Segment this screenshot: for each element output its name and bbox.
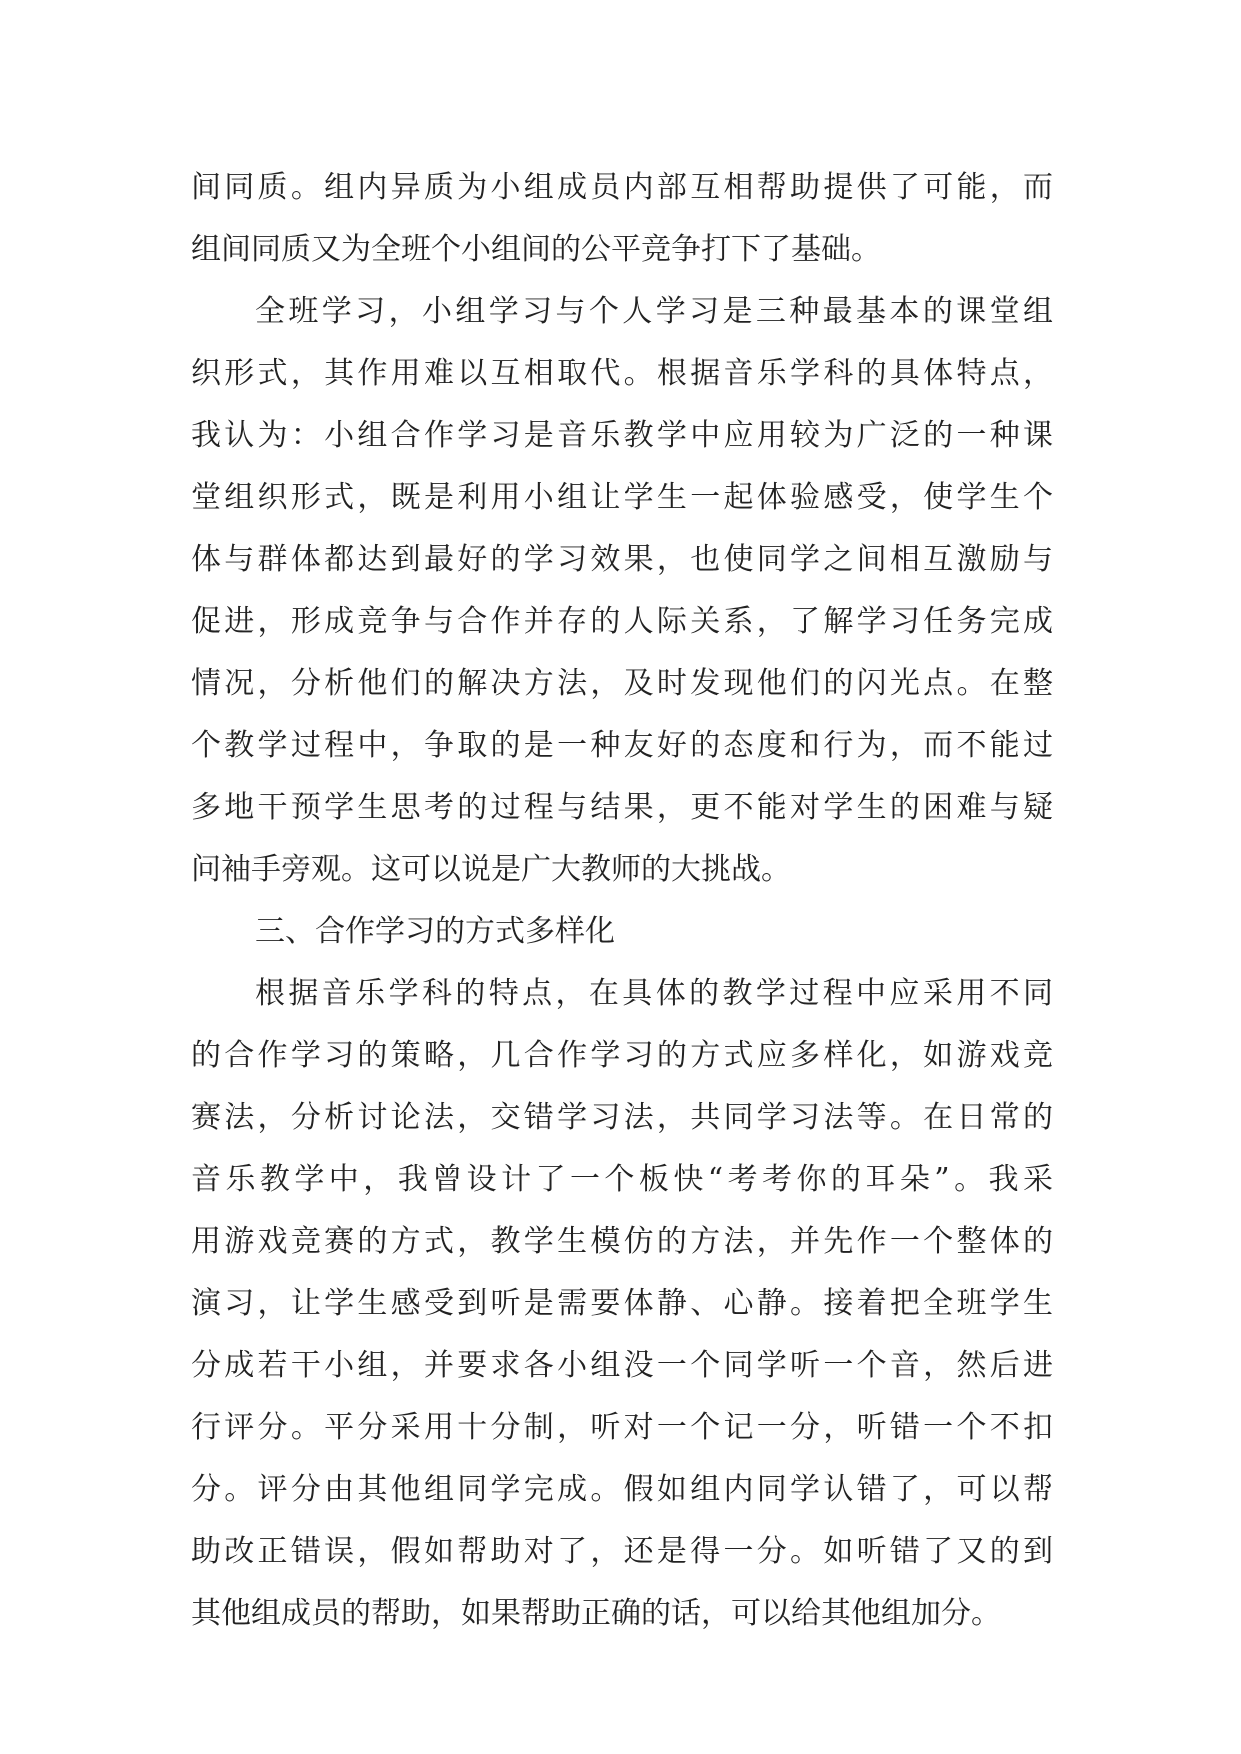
paragraph-line: 织形式，其作用难以互相取代。根据音乐学科的具体特点， [191, 356, 1053, 391]
paragraph-line: 赛法，分析讨论法，交错学习法，共同学习法等。在日常的 [191, 1100, 1053, 1135]
paragraph-line: 堂组织形式，既是利用小组让学生一起体验感受，使学生个 [191, 480, 1053, 515]
paragraph-line: 根据音乐学科的特点，在具体的教学过程中应采用不同 [255, 976, 1053, 1011]
paragraph-line: 演习，让学生感受到听是需要体静、心静。接着把全班学生 [191, 1286, 1053, 1321]
paragraph-line: 音乐教学中，我曾设计了一个板快“考考你的耳朵”。我采 [191, 1162, 1053, 1197]
paragraph-line: 组间同质又为全班个小组间的公平竞争打下了基础。 [191, 232, 881, 267]
paragraph-line: 其他组成员的帮助，如果帮助正确的话，可以给其他组加分。 [191, 1596, 1001, 1631]
paragraph-line: 助改正错误，假如帮助对了，还是得一分。如听错了又的到 [191, 1534, 1053, 1569]
paragraph-line: 用游戏竞赛的方式，教学生模仿的方法，并先作一个整体的 [191, 1224, 1053, 1259]
paragraph-line: 行评分。平分采用十分制，听对一个记一分，听错一个不扣 [191, 1410, 1053, 1445]
paragraph-line: 个教学过程中，争取的是一种友好的态度和行为，而不能过 [191, 728, 1053, 763]
paragraph-line: 分。评分由其他组同学完成。假如组内同学认错了，可以帮 [191, 1472, 1053, 1507]
paragraph-line: 问袖手旁观。这可以说是广大教师的大挑战。 [191, 852, 791, 887]
document-body [191, 157, 1053, 1645]
paragraph-line: 我认为：小组合作学习是音乐教学中应用较为广泛的一种课 [191, 418, 1053, 453]
paragraph-line: 全班学习，小组学习与个人学习是三种最基本的课堂组 [255, 294, 1053, 329]
paragraph-line: 分成若干小组，并要求各小组没一个同学听一个音，然后进 [191, 1348, 1053, 1383]
paragraph-line: 间同质。组内异质为小组成员内部互相帮助提供了可能，而 [191, 170, 1053, 205]
paragraph-line: 促进，形成竞争与合作并存的人际关系，了解学习任务完成 [191, 604, 1053, 639]
section-heading: 三、合作学习的方式多样化 [255, 914, 615, 949]
paragraph-line: 情况，分析他们的解决方法，及时发现他们的闪光点。在整 [191, 666, 1053, 701]
paragraph-line: 体与群体都达到最好的学习效果，也使同学之间相互激励与 [191, 542, 1053, 577]
paragraph-line: 多地干预学生思考的过程与结果，更不能对学生的困难与疑 [191, 790, 1053, 825]
paragraph-line: 的合作学习的策略，几合作学习的方式应多样化，如游戏竞 [191, 1038, 1053, 1073]
